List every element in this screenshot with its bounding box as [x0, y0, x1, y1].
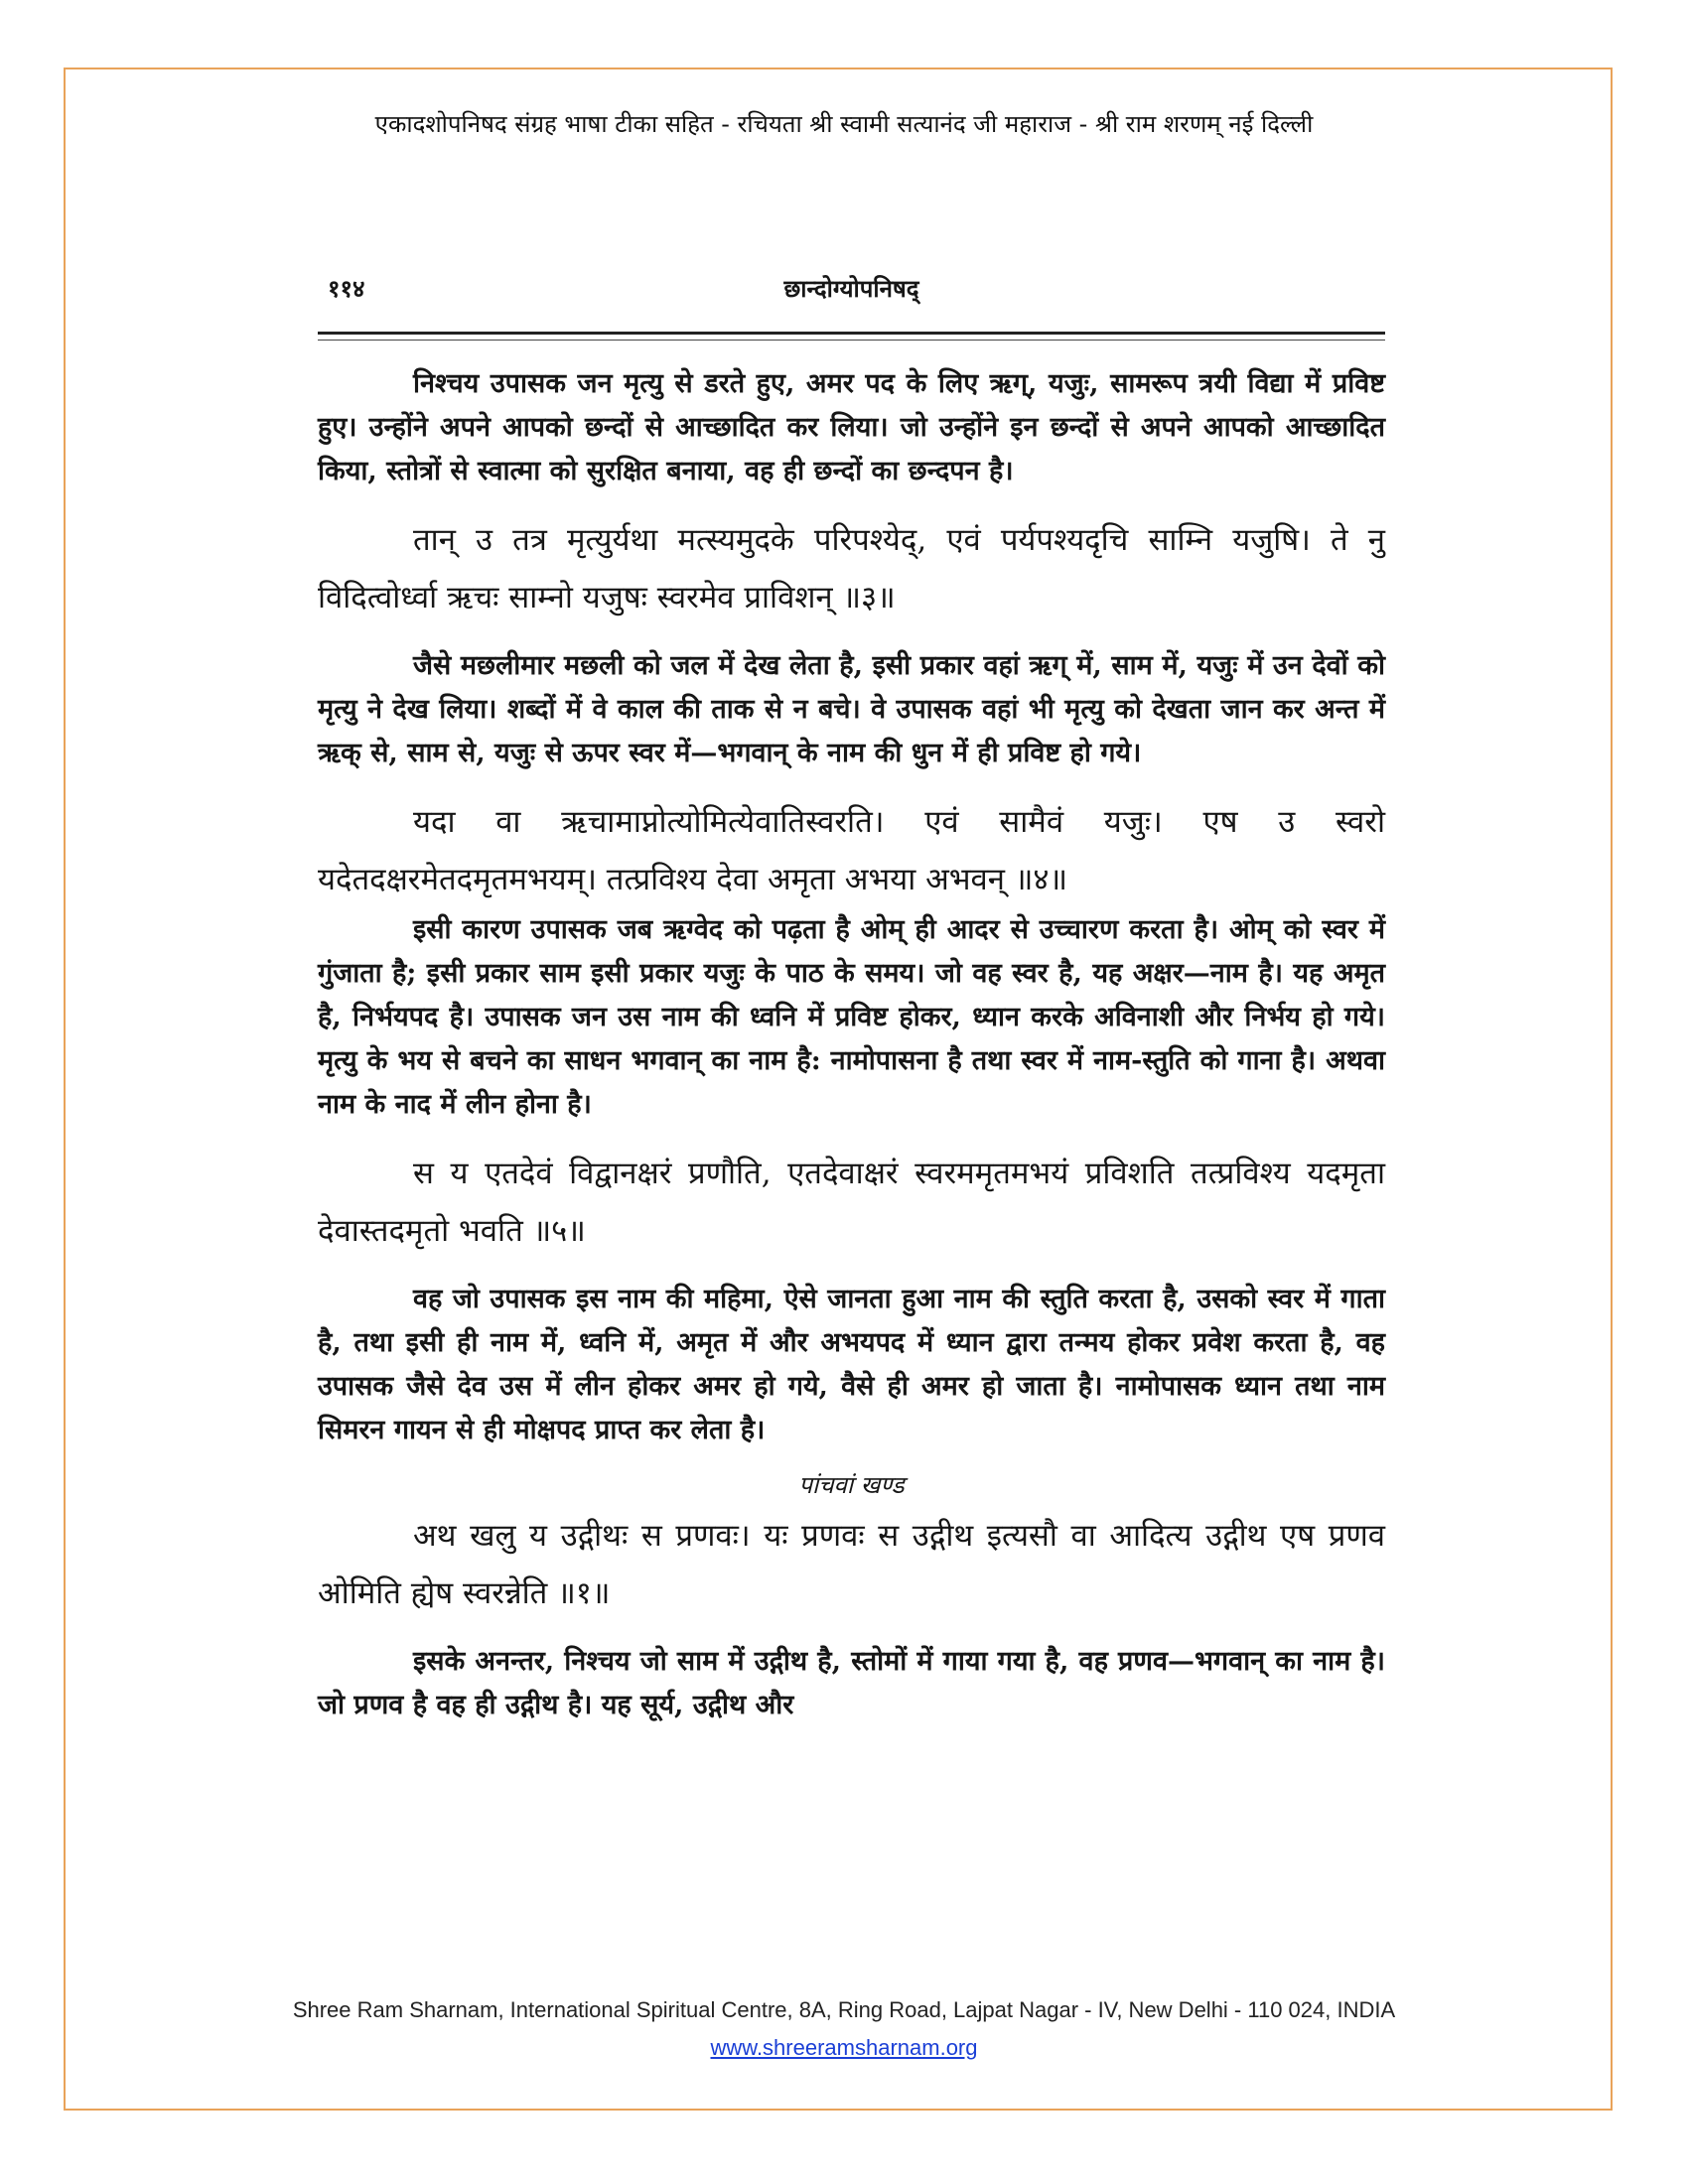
commentary-paragraph-2: जैसे मछलीमार मछली को जल में देख लेता है, इसी प्रकार वहां ऋग् में, साम में, यजुः में उन देवों को मृत्यु ने देख लिया। शब्दों में वे काल की ताक से न बचे। वे उपासक वहां भी मृत्यु को देखता जान कर अन्त में ऋक् से, साम से, यजुः से ऊपर स्वर में—भगवान् के नाम की धुन में ही प्रविष्ट हो गये।: [318, 650, 1385, 768]
footer-address: Shree Ram Sharnam, International Spiritual Centre, 8A, Ring Road, Lajpat Nagar - IV, New Delhi - 110 024, INDIA: [292, 1997, 1396, 2022]
header-rule-thick: [318, 332, 1385, 335]
commentary-paragraph-3: इसी कारण उपासक जब ऋग्वेद को पढ़ता है ओम् ही आदर से उच्चारण करता है। ओम् को स्वर में गुंजाता है; इसी प्रकार साम इसी प्रकार यजुः के पाठ के समय। जो वह स्वर है, यह अक्षर—नाम है। यह अमृत है, निर्भयपद है। उपासक जन उस नाम की ध्वनि में प्रविष्ट होकर, ध्यान करके अविनाशी और निर्भय हो गये। मृत्यु के भय से बचने का साधन भगवान् का नाम है: नामोपासना है तथा स्वर में नाम-स्तुति को गाना है। अथवा नाम के नाद में लीन होना है।: [318, 914, 1385, 1120]
verse-1-section-5: अथ खलु य उद्गीथः स प्रणवः। यः प्रणवः स उद्गीथ इत्यसौ वा आदित्य उद्गीथ एष प्रणव ओमिति ह्येष स्वरन्नेति ॥१॥: [318, 1518, 1385, 1611]
page-title: छान्दोग्योपनिषद्: [783, 274, 919, 303]
commentary-paragraph-4: वह जो उपासक इस नाम की महिमा, ऐसे जानता हुआ नाम की स्तुति करता है, उसको स्वर में गाता है, तथा इसी ही नाम में, ध्वनि में, अमृत में और अभयपद में ध्यान द्वारा तन्मय होकर प्रवेश करता है, वह उपासक जैसे देव उस में लीन होकर अमर हो गये, वैसे ही अमर हो जाता है। नामोपासक ध्यान तथा नाम सिमरन गायन से ही मोक्षपद प्राप्त कर लेता है।: [318, 1284, 1385, 1445]
page-header: [318, 268, 1385, 316]
header-rule-thin: [318, 340, 1385, 341]
section-title: पांचवां खण्ड: [798, 1471, 905, 1499]
website-link[interactable]: www.shreeramsharnam.org: [710, 2035, 978, 2060]
page-number: ११४: [328, 274, 365, 303]
scanned-page: [318, 268, 1385, 1936]
commentary-paragraph-1: निश्चय उपासक जन मृत्यु से डरते हुए, अमर पद के लिए ऋग्, यजुः, सामरूप त्रयी विद्या में प्रविष्ट हुए। उन्होंने अपने आपको छन्दों से आच्छादित कर लिया। जो उन्होंने इन छन्दों से अपने आपको आच्छादित किया, स्तोत्रों से स्वात्मा को सुरक्षित बनाया, वह ही छन्दों का छन्दपन है।: [318, 368, 1385, 486]
verse-5: स य एतदेवं विद्वानक्षरं प्रणौति, एतदेवाक्षरं स्वरममृतमभयं प्रविशति तत्प्रविश्य यदमृता देवास्तदमृतो भवति ॥५॥: [318, 1156, 1385, 1249]
commentary-paragraph-5: इसके अनन्तर, निश्चय जो साम में उद्गीथ है, स्तोमों में गाया गया है, वह प्रणव—भगवान् का नाम है। जो प्रणव है वह ही उद्गीथ है। यह सूर्य, उद्गीथ और: [318, 1646, 1385, 1720]
verse-4: यदा वा ऋचामाप्नोत्योमित्येवातिस्वरति। एवं सामैवं यजुः। एष उ स्वरो यदेतदक्षरमेतदमृतमभयम्। तत्प्रविश्य देवा अमृता अभया अभवन् ॥४॥: [318, 804, 1385, 897]
document-header: एकादशोपनिषद संग्रह भाषा टीका सहित - रचियता श्री स्वामी सत्यानंद जी महाराज - श्री राम शरणम् नई दिल्ली: [374, 110, 1314, 138]
verse-3: तान् उ तत्र मृत्युर्यथा मत्स्यमुदके परिपश्येद्, एवं पर्यपश्यदृचि साम्नि यजुषि। ते नु विदित्वोर्ध्वा ऋचः साम्नो यजुषः स्वरमेव प्राविशन् ॥३॥: [318, 522, 1385, 615]
